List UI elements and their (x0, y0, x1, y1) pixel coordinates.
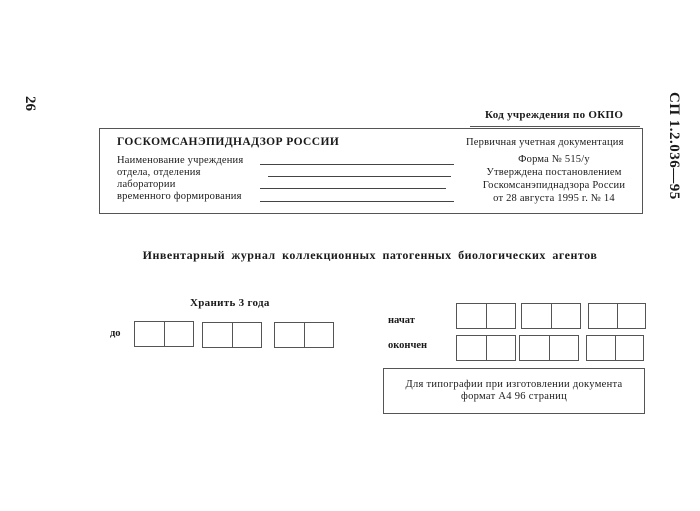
printing-note-box (383, 368, 645, 414)
until-day-field[interactable] (134, 321, 194, 347)
institution-name-label: Наименование учреждения (117, 155, 244, 166)
temporary-unit-label: временного формирования (117, 191, 242, 202)
institution-name-field[interactable] (260, 164, 454, 165)
finished-label: окончен (388, 340, 428, 351)
okpo-code-label: Код учреждения по ОКПО (485, 109, 624, 121)
department-label: отдела, отделения (117, 167, 201, 178)
started-day-field[interactable] (456, 303, 516, 329)
started-year-field[interactable] (588, 303, 646, 329)
finished-day-field[interactable] (456, 335, 516, 361)
until-label: до (110, 328, 121, 339)
started-month-field[interactable] (521, 303, 581, 329)
okpo-code-field[interactable] (470, 126, 640, 127)
until-year-field[interactable] (274, 322, 334, 348)
laboratory-label: лаборатории (117, 179, 176, 190)
retention-label: Хранить 3 года (190, 297, 270, 309)
primary-documentation-label: Первичная учетная документация (466, 137, 624, 148)
printing-note-line-2: формат А4 96 страниц (460, 391, 568, 402)
page-number: 26 (22, 96, 38, 111)
approval-date: от 28 августа 1995 г. № 14 (493, 193, 615, 204)
approval-text: Утверждена постановлением (486, 167, 622, 178)
printing-note-line-1: Для типографии при изготовлении документа (405, 379, 623, 390)
department-field[interactable] (268, 176, 451, 177)
document-title: Инвентарный журнал коллекционных патогенных биологических агентов (142, 248, 598, 262)
approving-body: Госкомсанэпиднадзора России (482, 180, 626, 191)
finished-year-field[interactable] (586, 335, 644, 361)
finished-month-field[interactable] (519, 335, 579, 361)
temporary-unit-field[interactable] (260, 201, 454, 202)
form-number: Форма № 515/у (518, 154, 590, 165)
organization-name: ГОСКОМСАНЭПИДНАДЗОР РОССИИ (117, 136, 340, 148)
laboratory-field[interactable] (260, 188, 446, 189)
document-code: СП 1.2.036—95 (666, 92, 682, 200)
until-month-field[interactable] (202, 322, 262, 348)
started-label: начат (388, 315, 415, 326)
